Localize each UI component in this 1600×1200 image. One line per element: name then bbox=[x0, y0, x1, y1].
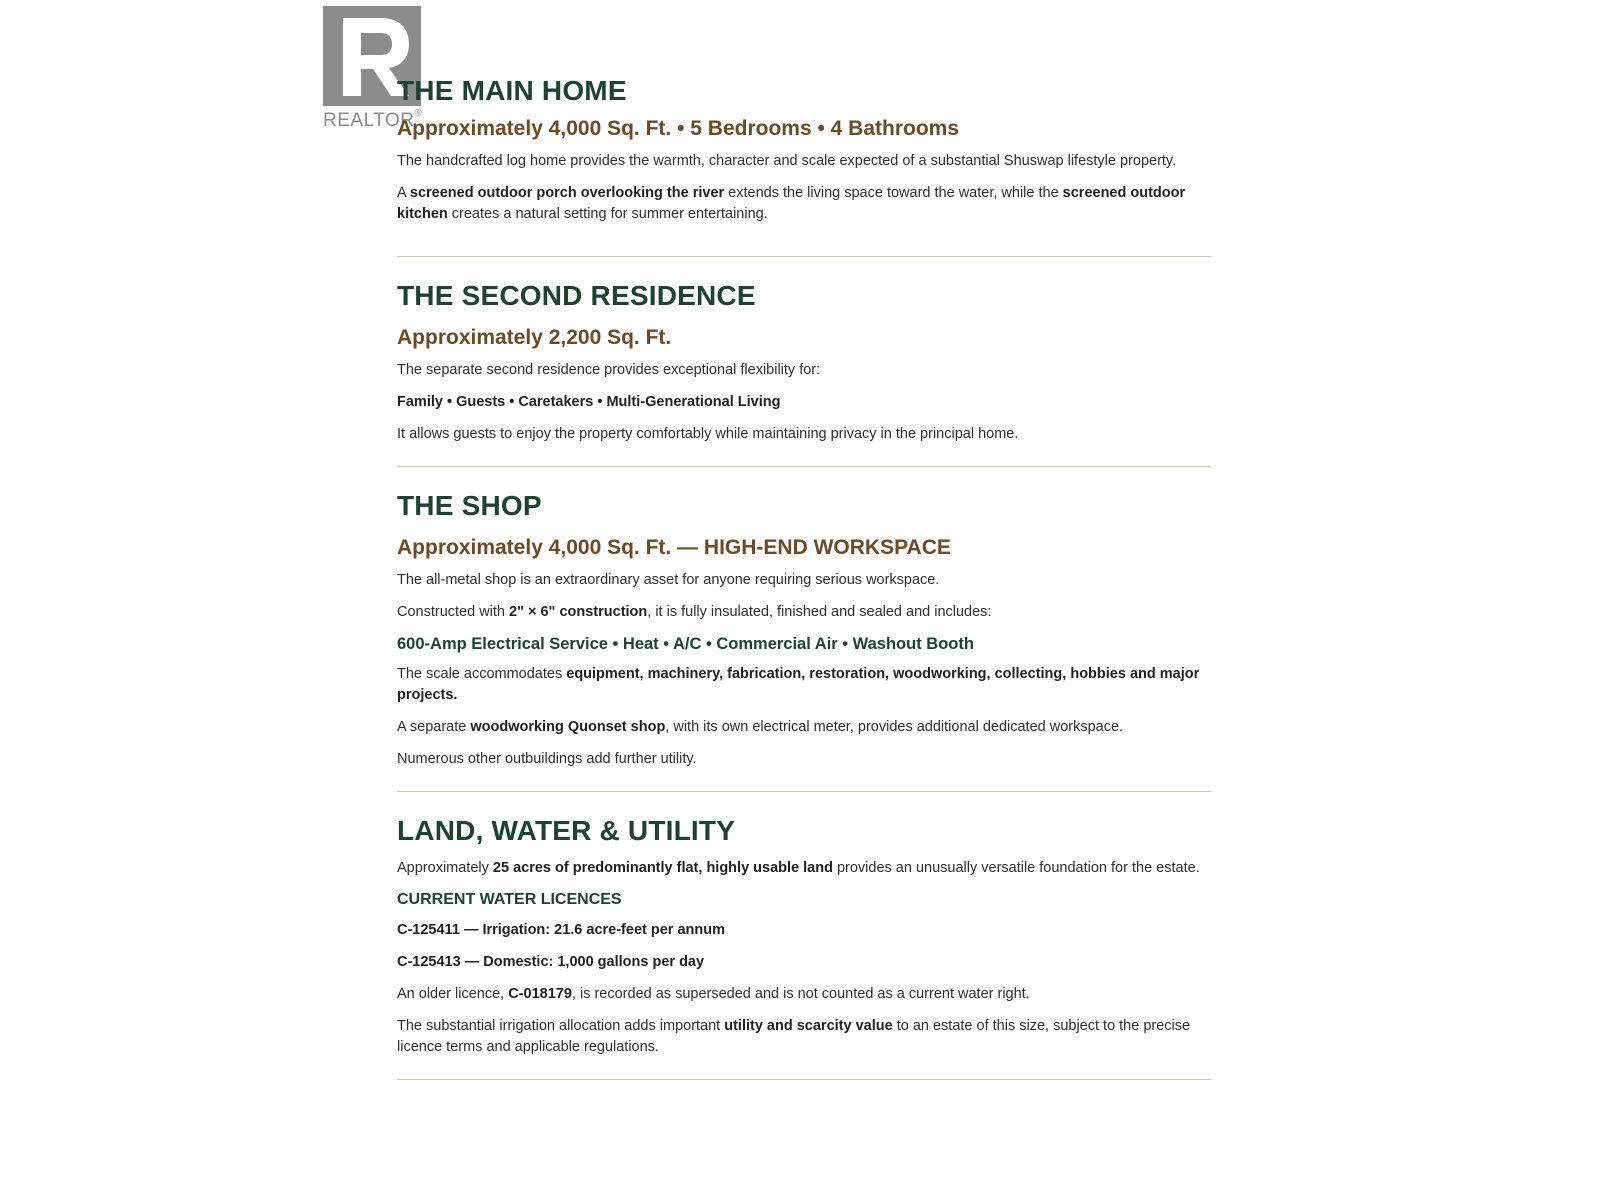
shop-paragraph-4: A separate woodworking Quonset shop, with its own electrical meter, provides additional dedicated workspace. bbox=[397, 719, 1124, 735]
second-residence-subtitle: Approximately 2,200 Sq. Ft. bbox=[397, 326, 672, 349]
section-divider bbox=[397, 791, 1211, 792]
second-residence-paragraph-1: The separate second residence provides exceptional flexibility for: bbox=[397, 362, 821, 378]
water-licence-2: C-125413 — Domestic: 1,000 gallons per day bbox=[397, 954, 705, 970]
section-second-residence bbox=[397, 277, 1211, 467]
main-home-paragraph-2: A screened outdoor porch overlooking the river extends the living space toward the water, while the screened outdoor kitchen creates a natural setting for summer entertaining. bbox=[397, 185, 1186, 222]
section-land bbox=[397, 812, 1211, 1080]
section-divider bbox=[397, 1079, 1211, 1080]
second-residence-title: THE SECOND RESIDENCE bbox=[397, 280, 756, 311]
shop-title: THE SHOP bbox=[397, 490, 542, 521]
water-licences-heading: CURRENT WATER LICENCES bbox=[397, 891, 622, 908]
shop-paragraph-5: Numerous other outbuildings add further utility. bbox=[397, 751, 697, 767]
main-home-subtitle: Approximately 4,000 Sq. Ft. • 5 Bedrooms • 4 Bathrooms bbox=[397, 117, 960, 140]
land-paragraph-3: The substantial irrigation allocation adds important utility and scarcity value to an estate of this size, subject to the precise licence terms and applicable regulations. bbox=[397, 1018, 1191, 1055]
land-paragraph-1: Approximately 25 acres of predominantly flat, highly usable land provides an unusually versatile foundation for the estate. bbox=[397, 860, 1200, 876]
main-home-title: THE MAIN HOME bbox=[397, 75, 627, 106]
realtor-wordmark: REALTOR® bbox=[323, 108, 423, 131]
shop-paragraph-3: The scale accommodates equipment, machinery, fabrication, restoration, woodworking, collecting, hobbies and major projects. bbox=[397, 666, 1200, 703]
section-divider bbox=[397, 256, 1211, 257]
section-shop bbox=[397, 487, 1211, 792]
shop-paragraph-1: The all-metal shop is an extraordinary asset for anyone requiring serious workspace. bbox=[397, 572, 940, 588]
section-main-home bbox=[397, 72, 1211, 257]
land-title: LAND, WATER & UTILITY bbox=[397, 815, 736, 846]
second-residence-uses: Family • Guests • Caretakers • Multi-Generational Living bbox=[397, 394, 781, 410]
shop-features: 600-Amp Electrical Service • Heat • A/C • Commercial Air • Washout Booth bbox=[397, 635, 974, 653]
section-divider bbox=[397, 466, 1211, 467]
main-home-paragraph-1: The handcrafted log home provides the warmth, character and scale expected of a substantial Shuswap lifestyle property. bbox=[397, 153, 1177, 169]
document-body bbox=[397, 70, 1211, 1080]
shop-paragraph-2: Constructed with 2" × 6" construction, it is fully insulated, finished and sealed and includes: bbox=[397, 604, 992, 620]
water-licence-1: C-125411 — Irrigation: 21.6 acre-feet per annum bbox=[397, 922, 725, 938]
shop-subtitle: Approximately 4,000 Sq. Ft. — HIGH-END WORKSPACE bbox=[397, 536, 951, 559]
second-residence-paragraph-3: It allows guests to enjoy the property comfortably while maintaining privacy in the principal home. bbox=[397, 426, 1019, 442]
land-paragraph-2: An older licence, C-018179, is recorded as superseded and is not counted as a current water right. bbox=[397, 986, 1030, 1002]
